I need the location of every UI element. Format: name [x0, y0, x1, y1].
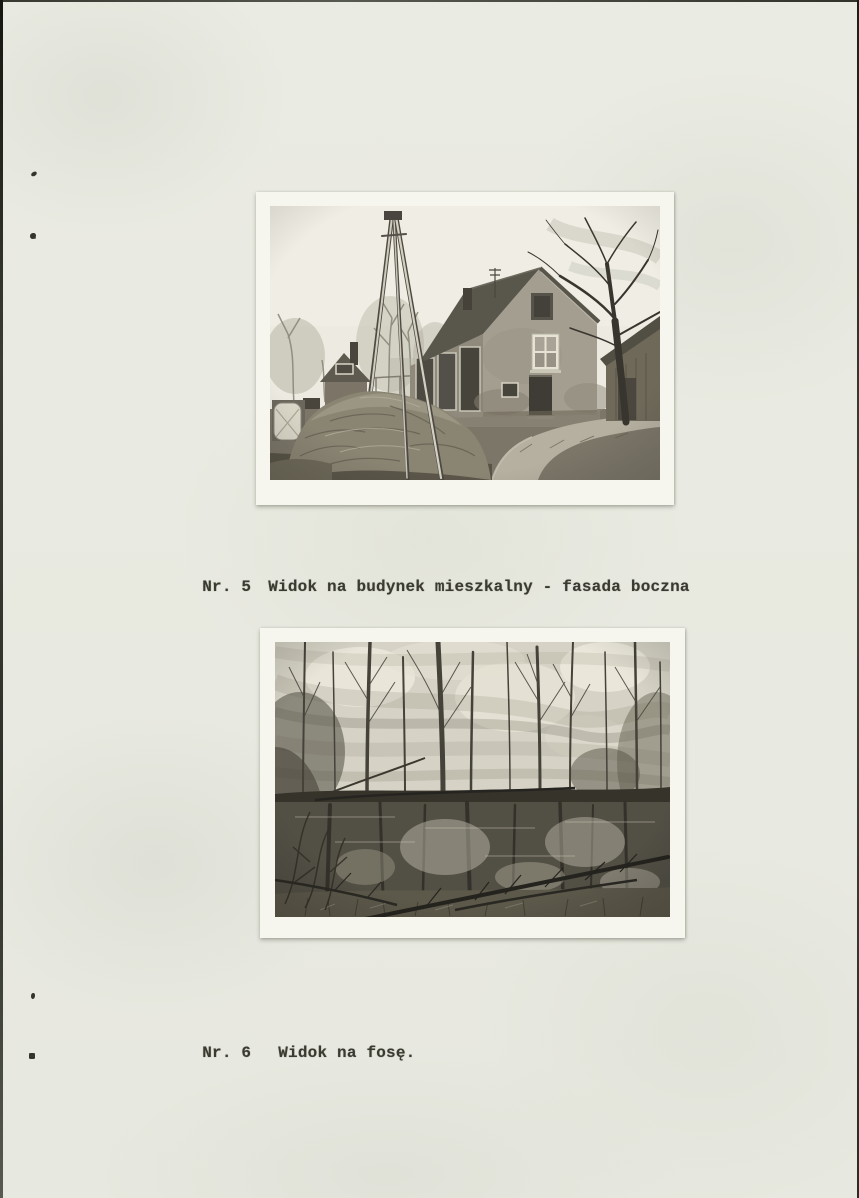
scan-edge-left [0, 0, 3, 1198]
scan-edge-top [0, 0, 859, 2]
caption-5-number: Nr. 5 [202, 578, 252, 596]
caption-5 [163, 556, 690, 619]
caption-5-text: Widok na budynek mieszkalny - fasada boczna [268, 578, 690, 596]
photo-5 [256, 192, 674, 505]
photo-6 [260, 628, 685, 938]
caption-6-number: Nr. 6 [202, 1044, 252, 1062]
caption-6-text: Widok na fosę. [278, 1044, 416, 1062]
caption-6 [163, 1022, 415, 1085]
page-speck [30, 171, 37, 177]
page-speck [30, 233, 36, 239]
page-speck [31, 993, 35, 999]
photo-6-image [275, 642, 670, 917]
page-speck [29, 1053, 35, 1059]
photo-5-image [270, 206, 660, 480]
